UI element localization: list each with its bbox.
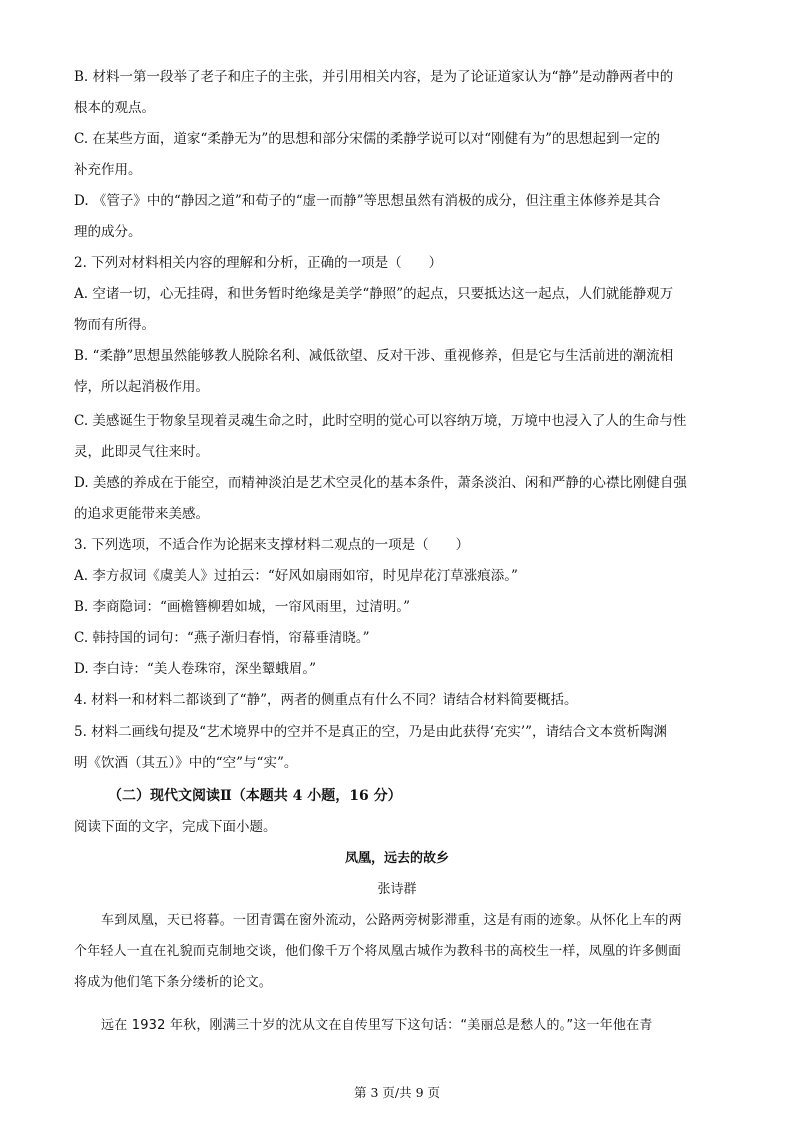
q2-option-c-line-2: 灵，此即灵气往来时。	[74, 444, 209, 460]
article-paragraph-1-line-3: 将成为他们笔下条分缕析的论文。	[74, 975, 273, 990]
option-b-line-1: B. 材料一第一段举了老子和庄子的主张，并引用相关内容，是为了论证道家认为“静”是动静两者中的	[74, 69, 674, 85]
article-author: 张诗群	[377, 882, 417, 897]
q2-option-b-line-2: 悖，所以起消极作用。	[74, 379, 209, 395]
q2-option-a-line-2: 物而有所得。	[74, 317, 155, 333]
page-footer: 第 3 页/共 9 页	[353, 1085, 440, 1100]
article-paragraph-1-line-2: 个年轻人一直在礼貌而克制地交谈，他们像千万个将凤凰古城作为教科书的高校生一样，凤凰的许多侧面	[74, 944, 682, 959]
option-d-line-2: 理的成分。	[74, 224, 142, 240]
q3-option-c: C. 韩持国的词句：“燕子渐归春悄，帘幕垂清晓。”	[74, 630, 370, 646]
q2-option-d-line-1: D. 美感的养成在于能空，而精神淡泊是艺术空灵化的基本条件，萧条淡泊、闲和严静的心襟比刚健自强	[74, 475, 687, 491]
section-instruction: 阅读下面的文字，完成下面小题。	[74, 819, 277, 835]
option-c-line-2: 补充作用。	[74, 162, 142, 178]
q3-option-a: A. 李方叔词《虞美人》过拍云：“好风如扇雨如帘，时见岸花汀草涨痕添。”	[74, 568, 518, 584]
q2-option-a-line-1: A. 空诸一切，心无挂碍，和世务暂时绝缘是美学“静照”的起点，只要抵达这一起点，人们就能静观万	[74, 286, 674, 302]
q2-option-d-line-2: 的追求更能带来美感。	[74, 506, 209, 522]
section-title: （二）现代文阅读Ⅱ（本题共 4 小题，16 分）	[108, 788, 402, 804]
question-5-line-2: 明《饮酒（其五）》中的“空”与“实”。	[74, 755, 298, 771]
question-5-line-1: 5. 材料二画线句提及“艺术境界中的空并不是真正的空，乃是由此获得‘充实’”，请结合文本赏析陶渊	[74, 724, 668, 740]
q2-option-b-line-1: B. “柔静”思想虽然能够教人脱除名利、减低欲望、反对干涉、重视修养，但是它与生活前进的潮流相	[74, 348, 674, 364]
option-b-line-2: 根本的观点。	[74, 100, 155, 116]
option-d-line-1: D. 《管子》中的“静因之道”和荀子的“虚一而静”等思想虽然有消极的成分，但注重主体修养是其合	[74, 193, 661, 209]
article-paragraph-2-line-1: 远在 1932 年秋，刚满三十岁的沈从文在自传里写下这句话：“美丽总是愁人的。”这一年他在青	[101, 1018, 653, 1033]
article-paragraph-1-line-1: 车到凤凰，天已将暮。一团青霭在窗外流动，公路两旁树影滞重，这是有雨的迹象。从怀化上车的两	[101, 913, 682, 928]
option-c-line-1: C. 在某些方面，道家“柔静无为”的思想和部分宋儒的柔静学说可以对“刚健有为”的思想起到一定的	[74, 131, 661, 147]
question-4: 4. 材料一和材料二都谈到了“静”，两者的侧重点有什么不同？请结合材料简要概括。	[74, 692, 578, 708]
q3-option-b: B. 李商隐词：“画檐簪柳碧如城，一帘风雨里，过清明。”	[74, 599, 411, 615]
q3-option-d: D. 李白诗：“美人卷珠帘，深坐颦蛾眉。”	[74, 661, 316, 677]
question-2-stem: 2. 下列对材料相关内容的理解和分析，正确的一项是（ ）	[74, 255, 443, 271]
article-title: 凤凰，远去的故乡	[344, 851, 449, 866]
question-3-stem: 3. 下列选项，不适合作为论据来支撑材料二观点的一项是（ ）	[74, 537, 470, 553]
q2-option-c-line-1: C. 美感诞生于物象呈现着灵魂生命之时，此时空明的觉心可以容纳万境，万境中也浸入了人的生命与性	[74, 413, 687, 429]
